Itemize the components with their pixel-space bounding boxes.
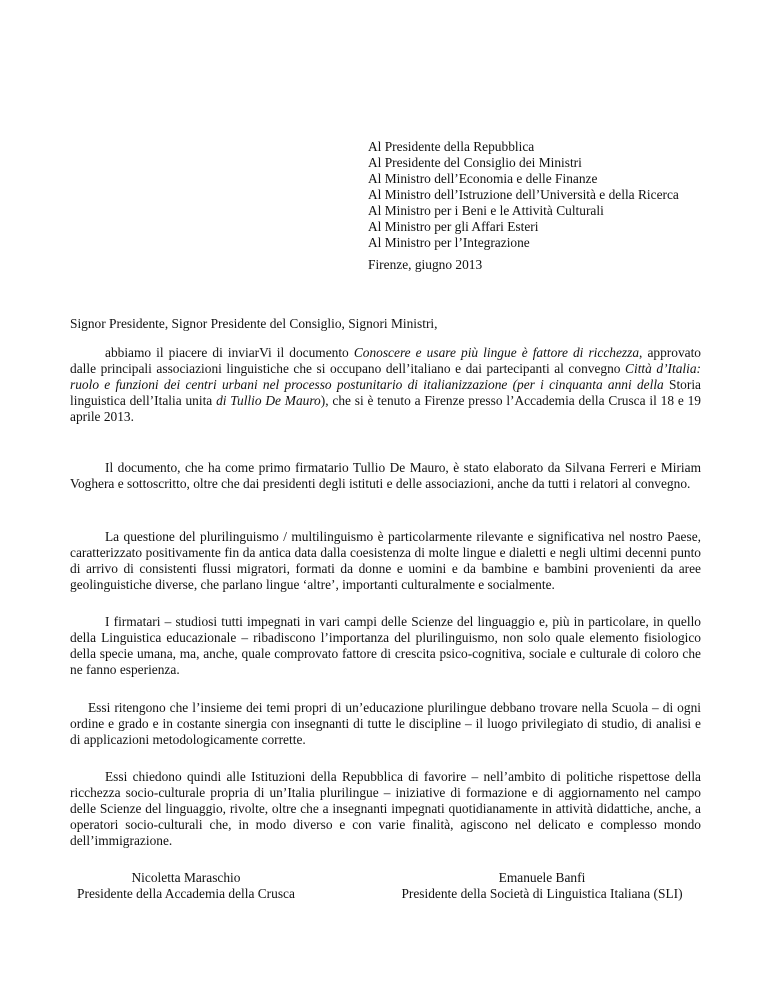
signature-right: [383, 870, 701, 902]
conference-title: Città d’Italia: ruolo e funzioni dei centri urbani nel processo postunitario di italianizzazione (per i cinquanta anni della: [70, 361, 702, 392]
signature-left: [70, 870, 302, 902]
signer-name: Emanuele Banfi: [498, 870, 586, 885]
recipient-list: [368, 139, 679, 251]
recipient: Al Ministro dell’Istruzione dell’Università e della Ricerca: [368, 187, 679, 202]
paragraph-5: Essi ritengono che l’insieme dei temi propri di un’educazione plurilingue debbano trovare nella Scuola – di ogni ordine e grado e in costante sinergia con insegnanti di tutte le discipline – il luogo privilegiato di studio, di analisi e di applicazioni metodologicamente corrette.: [70, 700, 701, 747]
paragraph-3: La questione del plurilinguismo / multilinguismo è particolarmente rilevante e significativa nel nostro Paese, caratterizzato positivamente fin da antica data dalla coesistenza di molte lingue e dialetti e negli ultimi decenni punto di arrivo di consistenti flussi migratori, formati da donne e uomini e da bambine e bambini provenienti da aree geolinguistiche diverse, che parlano lingue ‘altre’, importanti culturalmente e socialmente.: [70, 529, 701, 592]
text: abbiamo il piacere di inviarVi il documento: [105, 345, 354, 360]
signer-role: Presidente della Società di Linguistica Italiana (SLI): [401, 886, 683, 901]
recipient: Al Presidente del Consiglio dei Ministri: [368, 155, 582, 170]
document-title: Conoscere e usare più lingue è fattore di ricchezza: [353, 345, 640, 360]
paragraph-1: [70, 345, 701, 425]
recipient: Al Presidente della Repubblica: [368, 139, 535, 154]
book-title: Storia linguistica dell’Italia unita: [70, 377, 702, 408]
text: ), che si è tenuto a Firenze presso l’Accademia della Crusca il 18 e 19 aprile 2013.: [70, 393, 701, 424]
recipient: Al Ministro per gli Affari Esteri: [368, 219, 539, 234]
recipient: Al Ministro dell’Economia e delle Finanze: [368, 171, 598, 186]
recipient: Al Ministro per l’Integrazione: [368, 235, 530, 250]
signer-name: Nicoletta Maraschio: [131, 870, 241, 885]
salutation: Signor Presidente, Signor Presidente del Consiglio, Signori Ministri,: [70, 316, 438, 331]
paragraph-6: Essi chiedono quindi alle Istituzioni della Repubblica di favorire – nell’ambito di politiche rispettose della ricchezza socio-culturale propria di un’Italia plurilingue – iniziative di formazione e di aggiornamento nel campo delle Scienze del linguaggio, rivolte, oltre che a insegnanti impegnati quotidianamente in attività didattiche, anche, a operatori socio-culturali che, in modo diverso e con varie finalità, agiscono nel delicato e complesso mondo dell’immigrazione.: [70, 769, 701, 848]
signer-role: Presidente della Accademia della Crusca: [77, 886, 295, 901]
paragraph-2: Il documento, che ha come primo firmatario Tullio De Mauro, è stato elaborato da Silvana Ferreri e Miriam Voghera e sottoscritto, oltre che dai presidenti degli istituti e delle associazioni, anche da tutti i relatori al convegno.: [70, 460, 701, 491]
paragraph-4: I firmatari – studiosi tutti impegnati in vari campi delle Scienze del linguaggio e, più in particolare, in quello della Linguistica educazionale – ribadiscono l’importanza del plurilinguismo, non solo quale elemento fisiologico della specie umana, ma, anche, quale comprovato fattore di crescita psico-cognitiva, sociale e culturale di coloro che ne fanno esperienza.: [70, 614, 701, 677]
recipient: Al Ministro per i Beni e le Attività Culturali: [368, 203, 604, 218]
letter-date: Firenze, giugno 2013: [368, 257, 483, 272]
text: , approvato dalle principali associazioni linguistiche che si occupano dell’italiano e dai partecipanti al convegno: [70, 345, 702, 376]
author: di Tullio De Mauro: [216, 393, 321, 408]
